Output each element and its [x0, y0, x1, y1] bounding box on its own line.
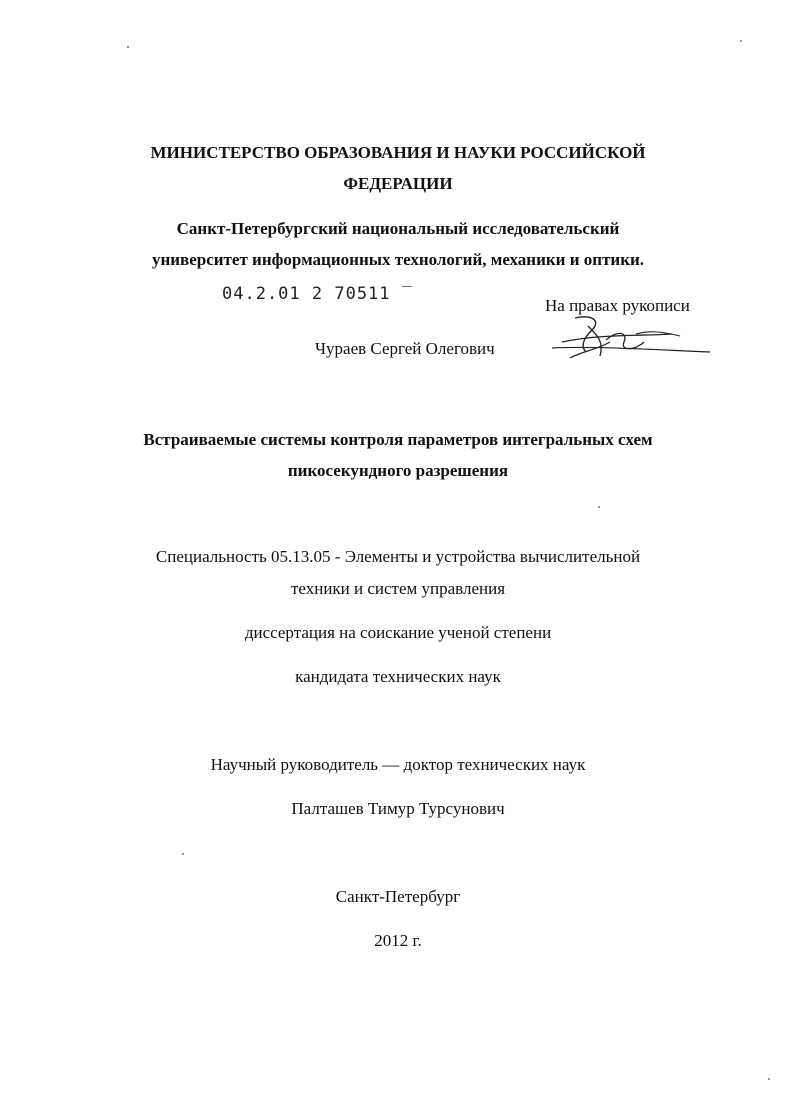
degree-line-2: кандидата технических наук — [295, 667, 501, 686]
degree-line-1: диссертация на соискание ученой степени — [244, 623, 552, 642]
scan-speck — [182, 853, 184, 855]
university-line-1: Санкт-Петербургский национальный исследовательский — [176, 219, 620, 238]
thesis-title-line-2: пикосекундного разрешения — [287, 461, 509, 480]
scan-speck — [127, 46, 129, 48]
signature-icon — [540, 312, 715, 367]
thesis-title-line-1: Встраиваемые системы контроля параметров интегральных схем — [143, 430, 653, 449]
ministry-line-1: МИНИСТЕРСТВО ОБРАЗОВАНИЯ И НАУКИ РОССИЙСКОЙ — [150, 143, 646, 162]
scan-speck — [768, 1078, 770, 1080]
university-line-2: университет информационных технологий, механики и оптики. — [151, 250, 645, 269]
author-name: Чураев Сергей Олегович — [315, 339, 495, 358]
scan-speck — [740, 40, 742, 42]
scan-speck — [598, 506, 600, 508]
year: 2012 г. — [374, 931, 422, 950]
supervisor-role: Научный руководитель — доктор технических наук — [210, 755, 586, 774]
manuscript-rights-label: На правах рукописи — [545, 296, 690, 315]
supervisor-name: Палташев Тимур Турсунович — [291, 799, 505, 818]
ministry-line-2: ФЕДЕРАЦИИ — [343, 174, 453, 193]
city: Санкт-Петербург — [335, 887, 461, 906]
specialty-line-2: техники и систем управления — [290, 579, 506, 598]
specialty-line-1: Специальность 05.13.05 - Элементы и устройства вычислительной — [155, 547, 641, 566]
registration-stamp: 04.2.01 2 70511 ‾ — [222, 284, 413, 304]
